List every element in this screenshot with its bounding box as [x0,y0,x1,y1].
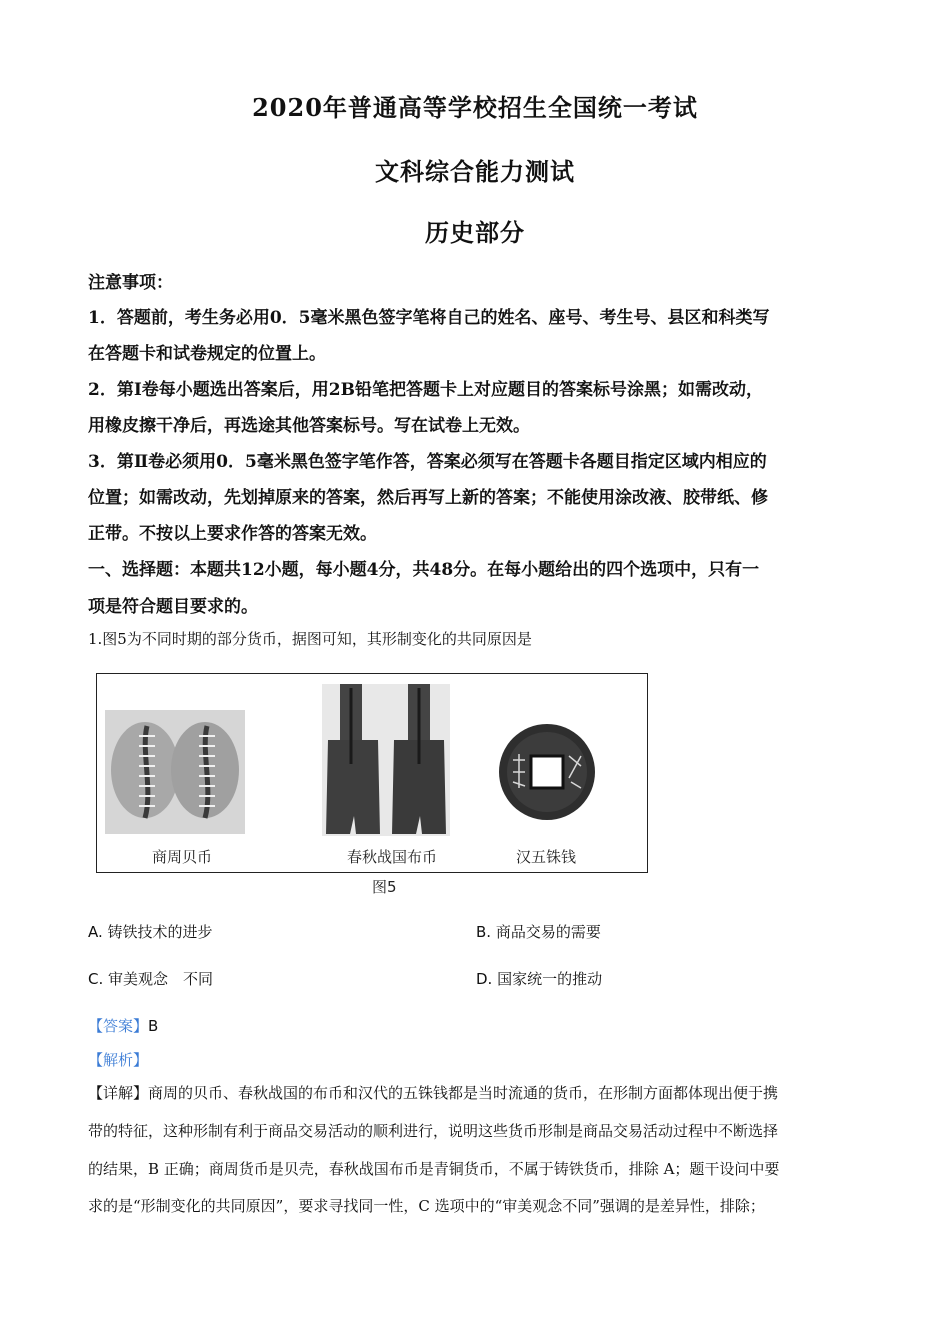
exam-section-title: 历史部分 [425,218,525,247]
option-key: B. [476,923,492,941]
option-a[interactable] [88,921,213,942]
section-instruction: 项是符合题目要求的。 [88,597,258,617]
exam-title: 2020年普通高等学校招生全国统一考试 [252,93,698,122]
currency-figure [96,673,648,873]
option-key: C. [88,970,104,988]
notice-line: 用橡皮擦干净后，再选途其他答案标号。写在试卷上无效。 [88,416,530,436]
answer-row [88,1015,158,1036]
answer-label: 【答案】 [88,1017,149,1035]
figure-caption: 商周贝币 [151,848,212,866]
option-key: D. [476,970,493,988]
notice-line: 3．第Ⅱ卷必须用0．5毫米黑色签字笔作答，答案必须写在答题卡各题目指定区域内相应的 [88,452,767,472]
figure-label: 图5 [372,878,397,896]
notice-line: 在答题卡和试卷规定的位置上。 [88,344,326,364]
option-key: A. [88,923,103,941]
figure-caption: 春秋战国布币 [346,848,437,866]
analysis-line: 的结果，B 正确；商周货币是贝壳，春秋战国布币是青铜货币，不属于铸铁货币，排除 A；题干设问中要 [88,1160,780,1178]
option-text: 商品交易的需要 [495,923,601,941]
notice-line: 位置；如需改动，先划掉原来的答案，然后再写上新的答案；不能使用涂改液、胶带纸、修 [88,488,768,508]
question-stem: 1.图5为不同时期的部分货币，据图可知，其形制变化的共同原因是 [88,630,532,648]
cowrie-shell-image [105,710,245,834]
notice-line: 1．答题前，考生务必用0．5毫米黑色签字笔将自己的姓名、座号、考生号、县区和科类写 [88,308,770,328]
analysis-label: 【解析】 [88,1051,149,1069]
notice-line: 正带。不按以上要求作答的答案无效。 [88,524,377,544]
answer-value: B [148,1017,159,1035]
spade-coin-image [322,684,450,836]
option-b[interactable] [476,921,601,942]
option-text: 国家统一的推动 [497,970,603,988]
option-d[interactable] [476,968,602,989]
notice-line: 2．第Ⅰ卷每小题选出答案后，用2B铅笔把答题卡上对应题目的答案标号涂黑；如需改动， [88,380,763,400]
figure-caption: 汉五铢钱 [515,848,576,866]
exam-subtitle: 文科综合能力测试 [375,157,575,186]
analysis-line: 求的是“形制变化的共同原因”，要求寻找同一性，C 选项中的“审美观念不同”强调的是差异性，排除； [88,1197,765,1215]
option-text: 铸铁技术的进步 [107,923,213,941]
wuzhu-coin-image [497,720,597,824]
analysis-line: 带的特征，这种形制有利于商品交易活动的顺利进行，说明这些货币形制是商品交易活动过程中不断选择 [88,1122,779,1140]
option-c[interactable] [88,968,213,989]
section-instruction: 一、选择题：本题共12小题，每小题4分，共48分。在每小题给出的四个选项中，只有一 [88,560,760,580]
notice-heading: 注意事项： [88,273,173,293]
option-text: 审美观念 不同 [108,970,214,988]
analysis-line: 【详解】商周的贝币、春秋战国的布币和汉代的五铢钱都是当时流通的货币，在形制方面都体现出便于携 [88,1084,779,1102]
